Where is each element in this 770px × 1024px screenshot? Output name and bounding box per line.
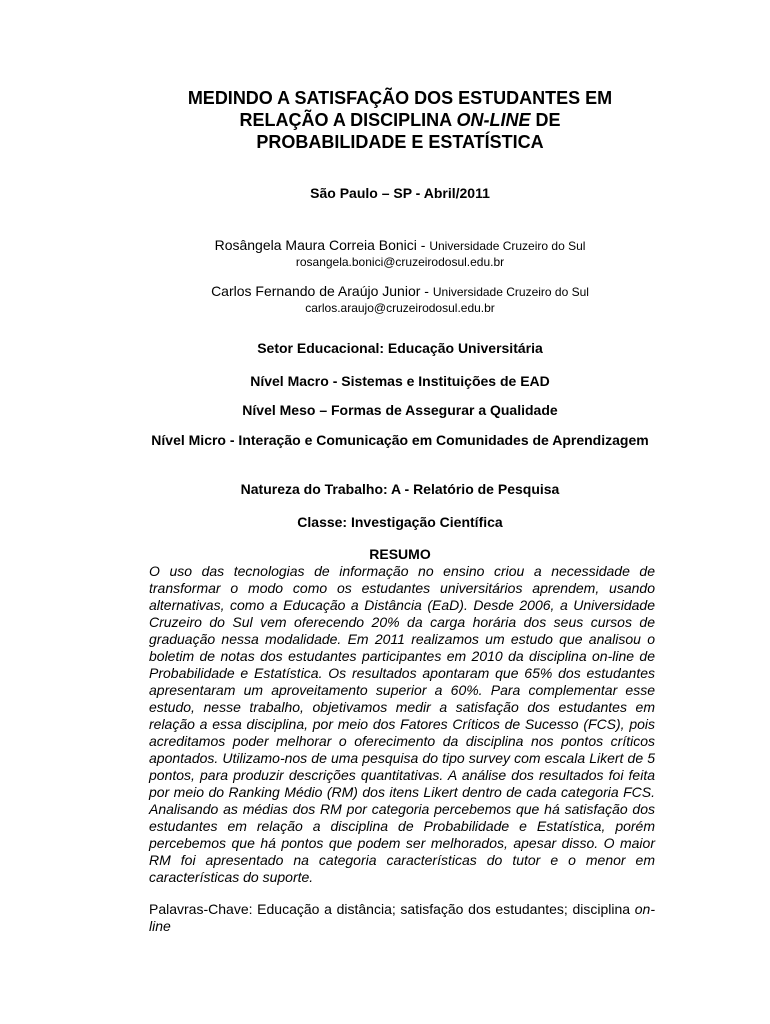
title-line-2-text: RELAÇÃO A DISCIPLINA — [239, 110, 457, 130]
author-university: Universidade Cruzeiro do Sul — [429, 239, 586, 253]
place-date: São Paulo – SP - Abril/2011 — [310, 185, 490, 201]
keywords — [149, 901, 655, 935]
author-email: carlos.araujo@cruzeirodosul.edu.br — [305, 301, 495, 315]
abstract-text: O uso das tecnologias de informação no ensino criou a necessidade de transformar o modo como os estudantes universitários aprendem, usando alternativas, como a Educação a Distância (EaD). Desde 2006, a Universidade Cruzeiro do Sul vem oferecendo 20% da carga horária dos seus cursos de graduação nessa modalidade. Em 2011 realizamos um estudo que analisou o boletim de notas dos estudantes participantes em 2010 da disciplina on-line de Probabilidade e Estatística. Os resultados apontaram que 65% dos estudantes apresentaram um aproveitamento superior a 60%. Para complementar esse estudo, nesse trabalho, objetivamos medir a satisfação dos estudantes em relação a essa disciplina, por meio dos Fatores Críticos de Sucesso (FCS), pois acreditamos poder melhorar o oferecimento da disciplina nos pontos críticos apontados. Utilizamo-nos de uma pesquisa do tipo survey com escala Likert de 5 pontos, para produzir descrições quantitativas. A análise dos resultados foi feita por meio do Ranking Médio (RM) dos itens Likert dentro de cada categoria FCS. Analisando as médias dos RM por categoria percebemos que há satisfação dos estudantes em relação a disciplina de Probabilidade e Estatística, porém percebemos que há pontos que podem ser melhorados, apesar disso. O maior RM foi apresentado na categoria características do tutor e o menor em características do suporte. — [149, 563, 655, 885]
keywords-online-italic: on-line — [149, 901, 655, 934]
author-name: Rosângela Maura Correia Bonici - — [214, 237, 430, 253]
nivel-macro: Nível Macro - Sistemas e Instituições de EAD — [250, 373, 550, 389]
nivel-micro: Nível Micro - Interação e Comunicação em Comunidades de Aprendizagem — [151, 432, 649, 448]
paper-title — [150, 87, 650, 153]
author-1 — [150, 237, 650, 270]
title-online-italic: ON-LINE — [456, 110, 531, 130]
author-email: rosangela.bonici@cruzeirodosul.edu.br — [295, 255, 505, 269]
resumo-heading: RESUMO — [369, 546, 431, 562]
title-line-2 — [150, 109, 650, 131]
setor-educacional: Setor Educacional: Educação Universitária — [257, 340, 543, 356]
author-2 — [150, 283, 650, 316]
author-name: Carlos Fernando de Araújo Junior - — [211, 283, 433, 299]
title-line-1: MEDINDO A SATISFAÇÃO DOS ESTUDANTES EM — [187, 88, 613, 108]
keywords-text: Palavras-Chave: Educação a distância; satisfação dos estudantes; disciplina — [149, 901, 635, 917]
title-line-3: PROBABILIDADE E ESTATÍSTICA — [256, 132, 544, 152]
title-line-2-end: DE — [530, 110, 561, 130]
natureza-trabalho: Natureza do Trabalho: A - Relatório de Pesquisa — [240, 481, 560, 497]
author-university: Universidade Cruzeiro do Sul — [432, 285, 589, 299]
nivel-meso: Nível Meso – Formas de Assegurar a Qualidade — [242, 402, 558, 418]
classe: Classe: Investigação Científica — [297, 514, 503, 530]
